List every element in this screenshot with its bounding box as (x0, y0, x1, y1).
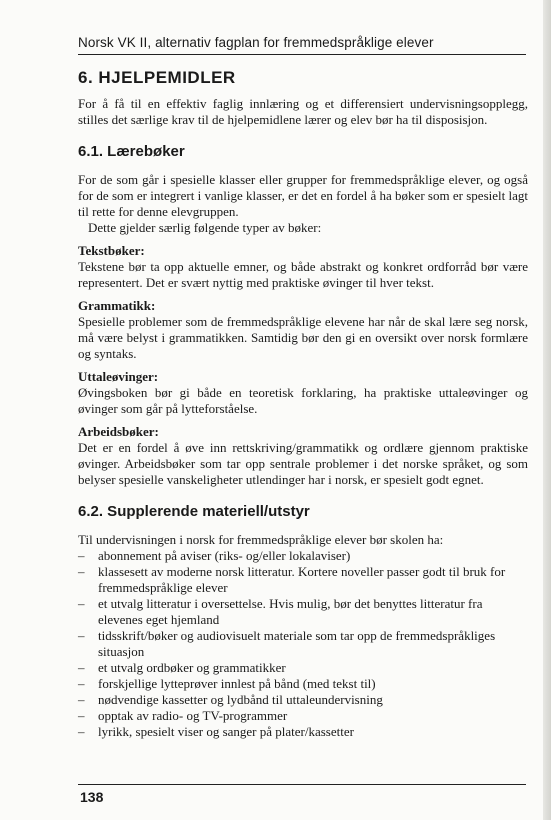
workbooks-heading: Arbeidsbøker: (78, 424, 159, 439)
list-item (78, 708, 528, 724)
list-item (78, 692, 528, 708)
section-6-2-lead: Til undervisningen i norsk for fremmedspråklige elever bør skolen ha: (78, 532, 444, 547)
list-dash: – (78, 628, 85, 643)
list-dash: – (78, 660, 85, 675)
list-item-text: abonnement på aviser (riks- og/eller lokalaviser) (98, 548, 351, 563)
list-dash: – (78, 564, 85, 579)
list-item-text: opptak av radio- og TV-programmer (98, 708, 288, 723)
section-6-2-title: 6.2. Supplerende materiell/utstyr (78, 503, 310, 520)
list-item-text: forskjellige lytteprøver innlest på bånd (med tekst til) (98, 676, 376, 691)
list-dash: – (78, 548, 85, 563)
list-item (78, 724, 528, 740)
pronunciation-block (78, 369, 528, 417)
list-dash: – (78, 708, 85, 723)
textbooks-block (78, 243, 528, 291)
list-dash: – (78, 676, 85, 691)
list-dash: – (78, 692, 85, 707)
list-item (78, 628, 528, 660)
list-item (78, 660, 528, 676)
running-head: Norsk VK II, alternativ fagplan for fremmedspråklige elever (78, 35, 434, 50)
section-6-1-title: 6.1. Lærebøker (78, 143, 185, 160)
list-item (78, 676, 528, 692)
page-number: 138 (80, 789, 104, 805)
list-item (78, 548, 528, 564)
list-item-text: tidsskrift/bøker og audiovisuelt materiale som tar opp de fremmedspråkliges situasjon (98, 628, 496, 659)
grammar-text: Spesielle problemer som de fremmedspråklige elevene har når de skal lære seg norsk, må være belyst i grammatikken. Samtidig bør den gi en oversikt over norsk formlære og syntaks. (78, 314, 528, 361)
section-6-intro: For å få til en effektiv faglig innlæring og et differensiert undervisningsopplegg, stilles det særlige krav til de hjelpemidlene lærer og elev bør ha til disposisjon. (78, 96, 528, 127)
grammar-block (78, 298, 528, 362)
list-item-text: klassesett av moderne norsk litteratur. Kortere noveller passer godt til bruk for fremmedspråklige elever (98, 564, 506, 595)
section-6-1-intro-2: Dette gjelder særlig følgende typer av bøker: (88, 220, 322, 235)
footer-rule (78, 784, 526, 785)
grammar-heading: Grammatikk: (78, 298, 156, 313)
list-item-text: lyrikk, spesielt viser og sanger på plater/kassetter (98, 724, 354, 739)
header-rule (78, 54, 526, 55)
list-item-text: nødvendige kassetter og lydbånd til uttaleundervisning (98, 692, 383, 707)
page-edge (543, 0, 551, 820)
list-item (78, 564, 528, 596)
textbooks-heading: Tekstbøker: (78, 243, 145, 258)
list-item-text: et utvalg litteratur i oversettelse. Hvis mulig, bør det benyttes litteratur fra elevenes eget hjemland (98, 596, 483, 627)
workbooks-text: Det er en fordel å øve inn rettskriving/grammatikk og ordlære gjennom praktiske øvinger. Arbeidsbøker som tar opp sentrale problemer i det norske språket, og som belyser spesielle vanskeligheter utlendinger har i norsk, er spesielt godt egnet. (78, 440, 528, 487)
list-dash: – (78, 596, 85, 611)
section-6-title: 6. HJELPEMIDLER (78, 68, 236, 87)
workbooks-block (78, 424, 528, 488)
materials-list (78, 548, 528, 740)
list-item-text: et utvalg ordbøker og grammatikker (98, 660, 286, 675)
section-6-1-intro: For de som går i spesielle klasser eller grupper for fremmedspråklige elever, og også for de som er integrert i vanlige klasser, er det en fordel å ha bøker som er spesielt lagt til rette for denne elevgruppen. (78, 172, 528, 219)
pronunciation-heading: Uttaleøvinger: (78, 369, 159, 384)
list-dash: – (78, 724, 85, 739)
textbooks-text: Tekstene bør ta opp aktuelle emner, og både abstrakt og konkret ordforråd bør være representert. Det er svært nyttig med praktiske øvinger til hver tekst. (78, 259, 528, 290)
page-content (78, 60, 528, 740)
pronunciation-text: Øvingsboken bør gi både en teoretisk forklaring, ha praktiske uttaleøvinger og øvinger som går på lytteforståelse. (78, 385, 528, 416)
list-item (78, 596, 528, 628)
